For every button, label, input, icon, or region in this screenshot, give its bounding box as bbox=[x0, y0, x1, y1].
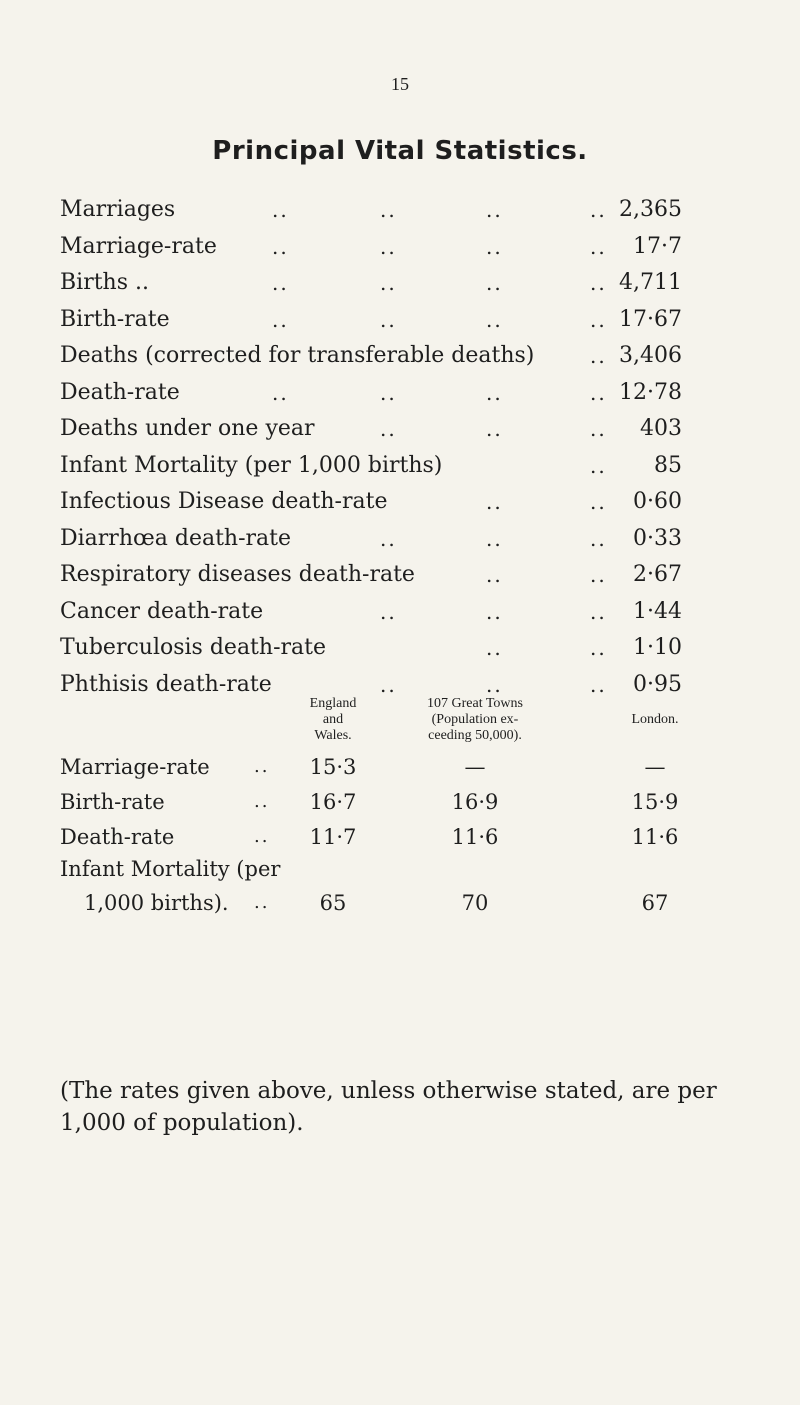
header-towns-line: 107 Great Towns bbox=[427, 696, 523, 711]
stat-row bbox=[60, 448, 682, 485]
stat-value: 0·33 bbox=[633, 525, 682, 551]
leader-dots bbox=[60, 594, 620, 631]
leader-dot: .. bbox=[590, 490, 607, 514]
leader-dot: .. bbox=[486, 526, 503, 551]
leader-dots bbox=[60, 630, 620, 667]
leader-dot: .. bbox=[486, 234, 503, 259]
leader-dots bbox=[60, 521, 620, 558]
table-row bbox=[60, 886, 700, 920]
stat-value: 1·44 bbox=[633, 598, 682, 624]
leader-dot: .. bbox=[272, 271, 289, 295]
cell-england: 11·7 bbox=[309, 825, 357, 849]
leader-dot: .. bbox=[590, 344, 607, 368]
cell-london: 67 bbox=[641, 891, 669, 915]
leader-dot: .. bbox=[486, 271, 503, 295]
leader-dot: .. bbox=[380, 526, 397, 551]
leader-dot: .. bbox=[380, 599, 397, 624]
stat-row bbox=[60, 521, 682, 558]
leader-dot: .. bbox=[486, 490, 503, 514]
stat-row bbox=[60, 302, 682, 339]
footnote-line: 1,000 of population). bbox=[60, 1110, 304, 1136]
stat-label: Infant Mortality (per 1,000 births) bbox=[60, 452, 443, 478]
stat-label: Cancer death-rate bbox=[60, 598, 264, 624]
leader-dot: .. bbox=[272, 234, 289, 259]
leader-dot: .. bbox=[590, 234, 607, 259]
leader-dot: .. bbox=[590, 672, 607, 697]
stat-value: 2,365 bbox=[619, 197, 682, 222]
leader-dot: .. bbox=[380, 672, 397, 697]
stat-value: 403 bbox=[640, 416, 682, 441]
header-england-line: Wales. bbox=[314, 728, 352, 743]
stat-row bbox=[60, 375, 682, 412]
stat-value: 0·95 bbox=[633, 671, 682, 697]
cell-england: 16·7 bbox=[309, 790, 357, 814]
leader-dot: .. bbox=[590, 271, 607, 295]
stat-row bbox=[60, 594, 682, 631]
cell-england: 65 bbox=[319, 891, 347, 915]
stat-value: 17·7 bbox=[633, 233, 682, 259]
cell-england: 15·3 bbox=[309, 755, 357, 779]
row-label: Birth-rate bbox=[60, 790, 165, 814]
stat-value: 4,711 bbox=[619, 270, 682, 295]
cell-towns: 70 bbox=[461, 891, 489, 915]
cell-towns: — bbox=[464, 755, 486, 779]
stat-label: Marriages bbox=[60, 197, 176, 222]
stat-row bbox=[60, 192, 682, 229]
leader-dot: .. bbox=[380, 271, 397, 295]
stat-row bbox=[60, 411, 682, 448]
leader-dot: .. bbox=[272, 380, 289, 405]
leader-dot: .. bbox=[272, 198, 289, 222]
cell-london: 15·9 bbox=[631, 790, 679, 814]
leader-dots bbox=[60, 229, 620, 266]
leader-dots bbox=[60, 557, 620, 594]
leader-dot: .. bbox=[486, 672, 503, 697]
leader-dot: .. bbox=[590, 599, 607, 624]
cell-towns: 11·6 bbox=[451, 825, 499, 849]
leader-dot: .. bbox=[590, 380, 607, 405]
leader-dot: .. bbox=[380, 380, 397, 405]
leader-dots bbox=[60, 484, 620, 521]
page-title: Principal Vital Statistics. bbox=[212, 136, 588, 166]
comparison-table bbox=[60, 696, 700, 1036]
leader-dot: .. bbox=[486, 380, 503, 405]
leader-dot: .. bbox=[380, 307, 397, 332]
stat-value: 85 bbox=[654, 452, 682, 478]
table-row bbox=[60, 820, 700, 854]
leader-dots bbox=[60, 338, 620, 375]
leader-dots: .. bbox=[254, 756, 270, 777]
leader-dot: .. bbox=[380, 417, 397, 441]
leader-dot: .. bbox=[486, 636, 503, 660]
leader-dot: .. bbox=[590, 563, 607, 587]
stat-label: Infectious Disease death-rate bbox=[60, 489, 388, 514]
header-england-line: and bbox=[322, 712, 344, 727]
stat-label: Deaths (corrected for transferable deaths) bbox=[60, 343, 535, 368]
stat-row bbox=[60, 265, 682, 302]
cell-london: 11·6 bbox=[631, 825, 679, 849]
leader-dots bbox=[60, 411, 620, 448]
leader-dot: .. bbox=[272, 307, 289, 332]
leader-dot: .. bbox=[590, 636, 607, 660]
leader-dot: .. bbox=[380, 234, 397, 259]
cell-towns: 16·9 bbox=[451, 790, 499, 814]
stat-label: Respiratory diseases death-rate bbox=[60, 562, 415, 587]
leader-dots: .. bbox=[254, 791, 270, 812]
stat-label: Diarrhœa death-rate bbox=[60, 525, 292, 551]
stat-label: Death-rate bbox=[60, 379, 180, 405]
header-london bbox=[610, 712, 700, 728]
leader-dot: .. bbox=[590, 453, 607, 478]
stat-label: Tuberculosis death-rate bbox=[60, 635, 326, 660]
stat-label: Births .. bbox=[60, 270, 149, 295]
stat-row bbox=[60, 557, 682, 594]
stat-label: Deaths under one year bbox=[60, 416, 315, 441]
stat-value: 2·67 bbox=[633, 562, 682, 587]
header-great-towns bbox=[400, 696, 550, 744]
leader-dot: .. bbox=[380, 198, 397, 222]
leader-dot: .. bbox=[590, 417, 607, 441]
table-row bbox=[60, 750, 700, 784]
footnote bbox=[60, 1075, 740, 1139]
stat-value: 12·78 bbox=[619, 379, 682, 405]
leader-dots: .. bbox=[254, 826, 270, 847]
leader-dot: .. bbox=[590, 307, 607, 332]
stat-value: 3,406 bbox=[619, 343, 682, 368]
stat-value: 1·10 bbox=[633, 635, 682, 660]
table-row bbox=[60, 785, 700, 819]
stat-label: Birth-rate bbox=[60, 306, 170, 332]
leader-dots bbox=[60, 375, 620, 412]
vital-statistics-list bbox=[60, 192, 682, 703]
header-towns-line: (Population ex- bbox=[431, 712, 519, 727]
leader-dot: .. bbox=[590, 198, 607, 222]
leader-dot: .. bbox=[486, 417, 503, 441]
stat-row bbox=[60, 484, 682, 521]
footnote-line: (The rates given above, unless otherwise stated, are per bbox=[60, 1078, 717, 1104]
stat-row bbox=[60, 229, 682, 266]
header-england-wales bbox=[288, 696, 378, 744]
page-number: 15 bbox=[391, 74, 409, 94]
leader-dots: .. bbox=[254, 892, 270, 913]
header-england-line: England bbox=[309, 696, 357, 711]
row-label: Marriage-rate bbox=[60, 755, 210, 779]
leader-dots bbox=[60, 448, 620, 485]
header-towns-line: ceeding 50,000). bbox=[428, 728, 522, 743]
leader-dot: .. bbox=[486, 198, 503, 222]
leader-dots bbox=[60, 265, 620, 302]
stat-value: 17·67 bbox=[619, 306, 682, 332]
table-row bbox=[60, 852, 700, 886]
row-label: 1,000 births). bbox=[84, 891, 229, 915]
stat-row bbox=[60, 630, 682, 667]
cell-london: — bbox=[644, 755, 666, 779]
stat-label: Marriage-rate bbox=[60, 233, 217, 259]
row-label: Infant Mortality (per bbox=[60, 857, 281, 881]
leader-dot: .. bbox=[590, 526, 607, 551]
row-label: Death-rate bbox=[60, 825, 175, 849]
header-london-line: London. bbox=[631, 712, 679, 727]
stat-label: Phthisis death-rate bbox=[60, 671, 272, 697]
leader-dots bbox=[60, 302, 620, 339]
leader-dot: .. bbox=[486, 307, 503, 332]
stat-value: 0·60 bbox=[633, 489, 682, 514]
stat-row bbox=[60, 338, 682, 375]
leader-dot: .. bbox=[486, 599, 503, 624]
leader-dots bbox=[60, 192, 620, 229]
leader-dot: .. bbox=[486, 563, 503, 587]
